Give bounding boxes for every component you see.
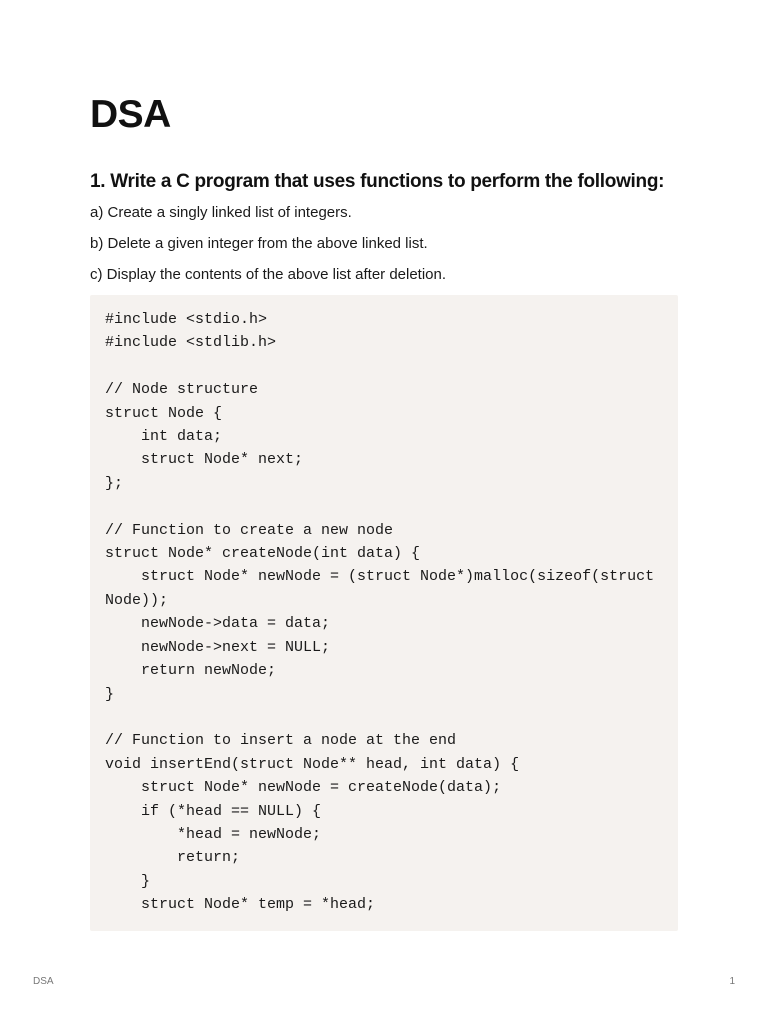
footer-document-name: DSA [33, 976, 54, 987]
code-listing: #include <stdio.h> #include <stdlib.h> // Node structure struct Node { int data; struct Node* next; }; // Function to create a new node struct Node* createNode(int data) { struct Node* newNode = (struct Node*)malloc(sizeof(struct Node)); newNode->data = data; newNode->next = NULL; return newNode; } // Function to insert a node at the end void insertEnd(struct Node** head, int data) { struct Node* newNode = createNode(data); if (*head == NULL) { *head = newNode; return; } struct Node* temp = *head; [105, 311, 655, 914]
task-item-a: a) Create a singly linked list of integers. [90, 204, 352, 221]
question-heading: 1. Write a C program that uses functions to perform the following: [90, 171, 665, 192]
task-item-c: c) Display the contents of the above list after deletion. [90, 266, 447, 283]
document-title: DSA [90, 93, 171, 136]
footer-page-number: 1 [729, 976, 735, 987]
task-item-b: b) Delete a given integer from the above linked list. [90, 235, 428, 252]
code-block [90, 295, 678, 931]
